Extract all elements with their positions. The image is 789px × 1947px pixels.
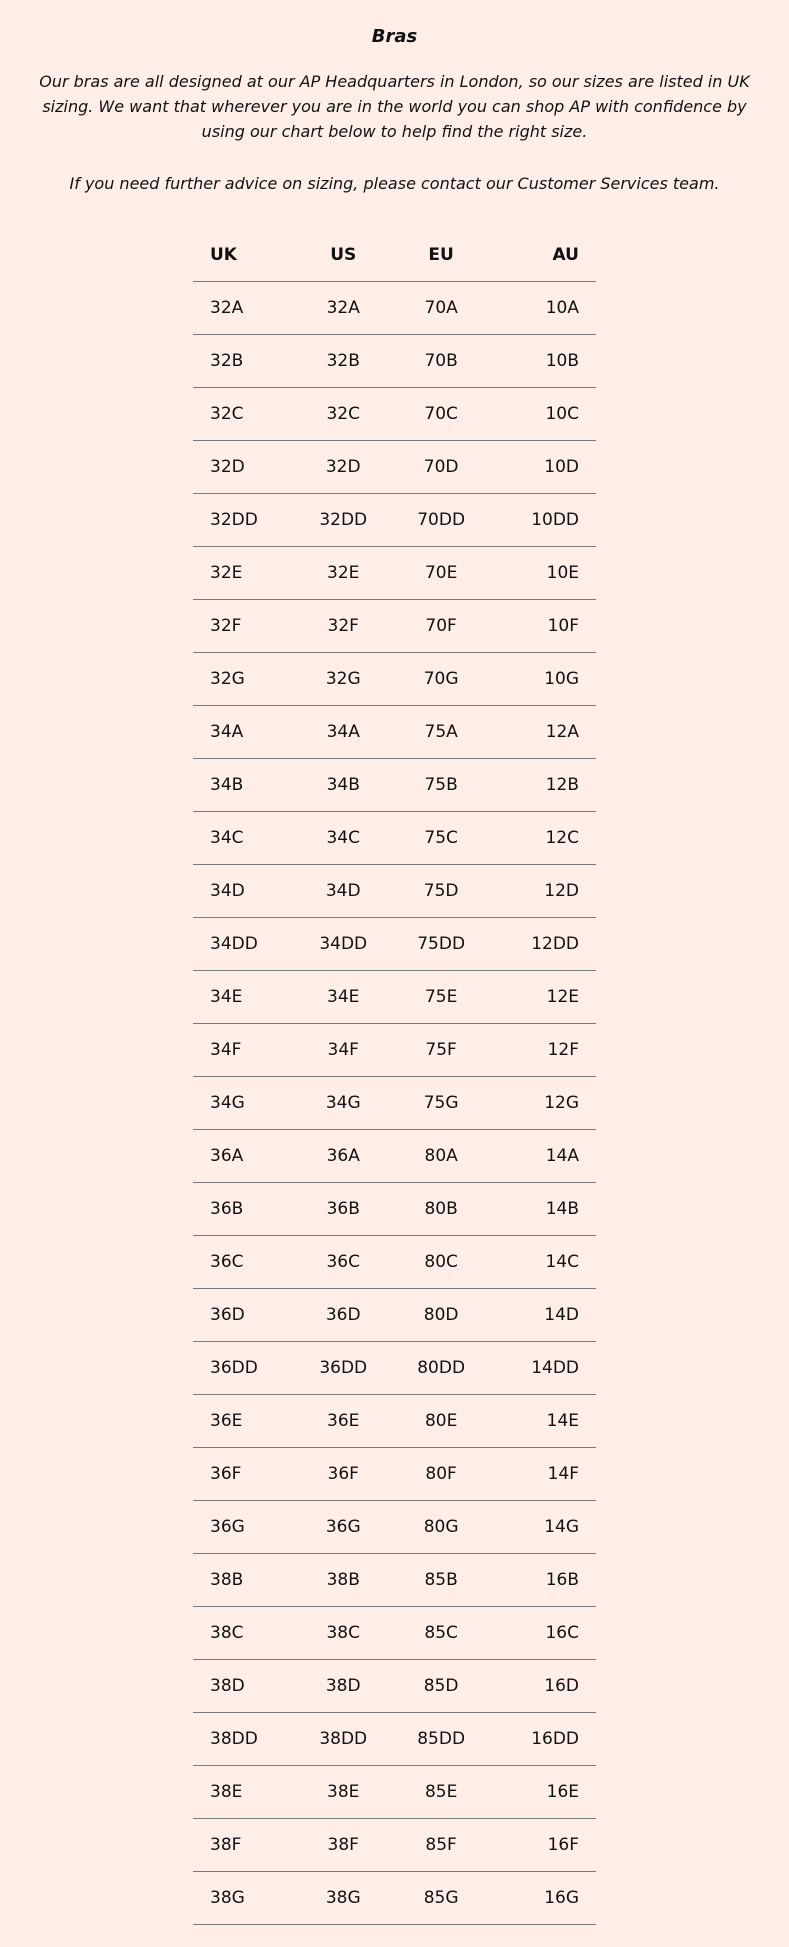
column-header-us: US	[297, 228, 389, 282]
cell-us: 32B	[297, 335, 389, 388]
cell-uk: 34C	[193, 812, 297, 865]
cell-us: 36E	[297, 1395, 389, 1448]
cell-au: 12C	[493, 812, 596, 865]
table-row	[193, 918, 596, 971]
cell-au: 14A	[493, 1130, 596, 1183]
cell-au: 12F	[493, 1024, 596, 1077]
cell-uk: 32E	[193, 547, 297, 600]
table-row	[193, 759, 596, 812]
cell-eu: 80DD	[389, 1342, 493, 1395]
cell-us: 32E	[297, 547, 389, 600]
cell-eu: 85G	[389, 1872, 493, 1925]
cell-au: 14G	[493, 1501, 596, 1554]
table-row	[193, 494, 596, 547]
cell-au: 16C	[493, 1607, 596, 1660]
cell-eu: 85F	[389, 1819, 493, 1872]
table-row	[193, 865, 596, 918]
cell-eu: 75C	[389, 812, 493, 865]
cell-au: 14D	[493, 1289, 596, 1342]
cell-us: 38G	[297, 1872, 389, 1925]
cell-eu: 75B	[389, 759, 493, 812]
cell-au: 12D	[493, 865, 596, 918]
cell-us: 36DD	[297, 1342, 389, 1395]
table-row	[193, 1554, 596, 1607]
cell-us: 32C	[297, 388, 389, 441]
cell-eu: 80A	[389, 1130, 493, 1183]
table-row	[193, 1448, 596, 1501]
cell-us: 38F	[297, 1819, 389, 1872]
table-row	[193, 441, 596, 494]
cell-eu: 70A	[389, 282, 493, 335]
table-row	[193, 1024, 596, 1077]
cell-au: 12A	[493, 706, 596, 759]
bra-size-table	[193, 228, 596, 1925]
cell-eu: 70B	[389, 335, 493, 388]
cell-au: 14C	[493, 1236, 596, 1289]
cell-us: 38B	[297, 1554, 389, 1607]
cell-uk: 36E	[193, 1395, 297, 1448]
cell-uk: 38C	[193, 1607, 297, 1660]
cell-us: 34B	[297, 759, 389, 812]
cell-au: 12E	[493, 971, 596, 1024]
table-row	[193, 1395, 596, 1448]
cell-eu: 70C	[389, 388, 493, 441]
cell-uk: 32B	[193, 335, 297, 388]
cell-us: 36C	[297, 1236, 389, 1289]
cell-eu: 75G	[389, 1077, 493, 1130]
cell-au: 16F	[493, 1819, 596, 1872]
cell-uk: 36A	[193, 1130, 297, 1183]
table-row	[193, 1130, 596, 1183]
cell-au: 10A	[493, 282, 596, 335]
cell-uk: 36B	[193, 1183, 297, 1236]
cell-uk: 38D	[193, 1660, 297, 1713]
cell-eu: 75A	[389, 706, 493, 759]
column-header-eu: EU	[389, 228, 493, 282]
table-row	[193, 388, 596, 441]
cell-us: 36F	[297, 1448, 389, 1501]
cell-uk: 32DD	[193, 494, 297, 547]
cell-au: 14E	[493, 1395, 596, 1448]
cell-uk: 38E	[193, 1766, 297, 1819]
cell-uk: 32A	[193, 282, 297, 335]
cell-uk: 34B	[193, 759, 297, 812]
table-row	[193, 653, 596, 706]
cell-eu: 85E	[389, 1766, 493, 1819]
cell-us: 38DD	[297, 1713, 389, 1766]
cell-uk: 36D	[193, 1289, 297, 1342]
cell-us: 34C	[297, 812, 389, 865]
table-row	[193, 812, 596, 865]
table-row	[193, 1077, 596, 1130]
cell-us: 32A	[297, 282, 389, 335]
cell-uk: 36C	[193, 1236, 297, 1289]
cell-eu: 80E	[389, 1395, 493, 1448]
cell-us: 34E	[297, 971, 389, 1024]
cell-us: 38C	[297, 1607, 389, 1660]
cell-uk: 32C	[193, 388, 297, 441]
cell-us: 34G	[297, 1077, 389, 1130]
cell-us: 36G	[297, 1501, 389, 1554]
table-row	[193, 547, 596, 600]
page-title: Bras	[371, 26, 418, 47]
cell-uk: 32F	[193, 600, 297, 653]
cell-au: 16G	[493, 1872, 596, 1925]
cell-us: 34A	[297, 706, 389, 759]
cell-au: 16D	[493, 1660, 596, 1713]
cell-au: 16B	[493, 1554, 596, 1607]
cell-eu: 70F	[389, 600, 493, 653]
table-row	[193, 1872, 596, 1925]
cell-us: 34DD	[297, 918, 389, 971]
cell-au: 14B	[493, 1183, 596, 1236]
cell-us: 32DD	[297, 494, 389, 547]
cell-eu: 85D	[389, 1660, 493, 1713]
cell-au: 16E	[493, 1766, 596, 1819]
table-row	[193, 1660, 596, 1713]
cell-us: 34F	[297, 1024, 389, 1077]
cell-au: 10F	[493, 600, 596, 653]
table-row	[193, 1766, 596, 1819]
cell-eu: 70E	[389, 547, 493, 600]
cell-us: 36A	[297, 1130, 389, 1183]
table-row	[193, 1289, 596, 1342]
cell-us: 36B	[297, 1183, 389, 1236]
cell-uk: 36G	[193, 1501, 297, 1554]
cell-eu: 70G	[389, 653, 493, 706]
table-row	[193, 335, 596, 388]
column-header-uk: UK	[193, 228, 297, 282]
cell-us: 32G	[297, 653, 389, 706]
table-row	[193, 1236, 596, 1289]
cell-uk: 32G	[193, 653, 297, 706]
table-row	[193, 600, 596, 653]
cell-us: 34D	[297, 865, 389, 918]
cell-au: 10C	[493, 388, 596, 441]
cell-au: 10G	[493, 653, 596, 706]
table-row	[193, 1713, 596, 1766]
column-header-au: AU	[493, 228, 596, 282]
cell-au: 12DD	[493, 918, 596, 971]
cell-au: 16DD	[493, 1713, 596, 1766]
cell-uk: 34A	[193, 706, 297, 759]
cell-au: 10E	[493, 547, 596, 600]
cell-eu: 75D	[389, 865, 493, 918]
table-row	[193, 1183, 596, 1236]
customer-services-note: If you need further advice on sizing, please contact our Customer Services team.	[69, 174, 720, 193]
cell-uk: 32D	[193, 441, 297, 494]
cell-au: 10DD	[493, 494, 596, 547]
cell-us: 38D	[297, 1660, 389, 1713]
cell-eu: 80F	[389, 1448, 493, 1501]
table-row	[193, 1501, 596, 1554]
cell-eu: 80C	[389, 1236, 493, 1289]
cell-uk: 34F	[193, 1024, 297, 1077]
cell-uk: 34D	[193, 865, 297, 918]
cell-uk: 38F	[193, 1819, 297, 1872]
cell-eu: 75DD	[389, 918, 493, 971]
cell-uk: 38G	[193, 1872, 297, 1925]
table-row	[193, 282, 596, 335]
cell-uk: 36DD	[193, 1342, 297, 1395]
cell-eu: 70DD	[389, 494, 493, 547]
cell-au: 12G	[493, 1077, 596, 1130]
cell-us: 32D	[297, 441, 389, 494]
cell-us: 32F	[297, 600, 389, 653]
cell-uk: 38DD	[193, 1713, 297, 1766]
cell-uk: 34G	[193, 1077, 297, 1130]
table-row	[193, 1342, 596, 1395]
table-row	[193, 1819, 596, 1872]
table-row	[193, 971, 596, 1024]
cell-us: 36D	[297, 1289, 389, 1342]
cell-eu: 85B	[389, 1554, 493, 1607]
cell-uk: 34DD	[193, 918, 297, 971]
cell-au: 14DD	[493, 1342, 596, 1395]
cell-au: 14F	[493, 1448, 596, 1501]
table-row	[193, 706, 596, 759]
cell-uk: 36F	[193, 1448, 297, 1501]
cell-eu: 85C	[389, 1607, 493, 1660]
table-row	[193, 1607, 596, 1660]
cell-au: 10B	[493, 335, 596, 388]
cell-uk: 38B	[193, 1554, 297, 1607]
cell-eu: 70D	[389, 441, 493, 494]
cell-au: 12B	[493, 759, 596, 812]
cell-eu: 80G	[389, 1501, 493, 1554]
cell-eu: 75F	[389, 1024, 493, 1077]
cell-eu: 85DD	[389, 1713, 493, 1766]
cell-eu: 75E	[389, 971, 493, 1024]
table-header-row	[193, 228, 596, 282]
cell-au: 10D	[493, 441, 596, 494]
intro-paragraph: Our bras are all designed at our AP Headquarters in London, so our sizes are listed in UK sizing. We want that wherever you are in the world you can shop AP with confidence by using our chart below to help find the right size.	[39, 72, 750, 141]
cell-us: 38E	[297, 1766, 389, 1819]
cell-eu: 80D	[389, 1289, 493, 1342]
cell-eu: 80B	[389, 1183, 493, 1236]
cell-uk: 34E	[193, 971, 297, 1024]
